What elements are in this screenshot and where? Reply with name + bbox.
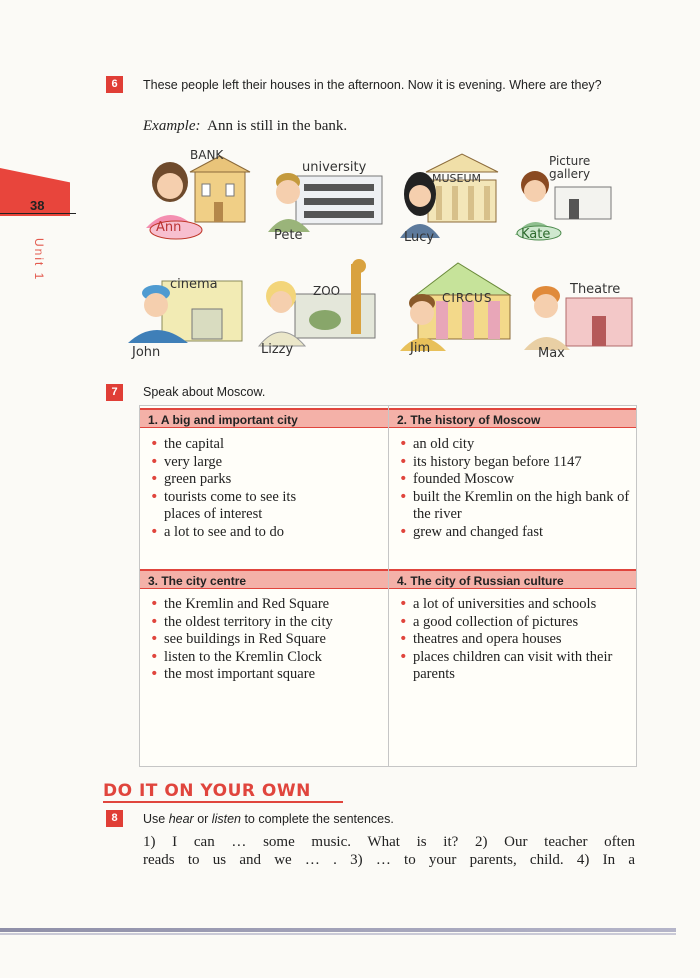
name-kate: Kate bbox=[521, 227, 551, 242]
instruction-word-hear: hear bbox=[168, 812, 194, 826]
picture-circus bbox=[398, 255, 518, 360]
exercise-6-instruction: These people left their houses in the afternoon. Now it is evening. Where are they? bbox=[143, 78, 602, 92]
exercise-6-badge: 6 bbox=[106, 76, 123, 93]
list-item: • a lot of universities and schools bbox=[393, 596, 631, 614]
tab-divider bbox=[0, 213, 76, 214]
picture-theatre bbox=[522, 280, 637, 365]
name-lizzy: Lizzy bbox=[261, 342, 294, 357]
sign-bank: BANK bbox=[190, 148, 224, 162]
section-3-title: 3. The city centre bbox=[140, 569, 388, 589]
name-ann: Ann bbox=[156, 220, 182, 235]
name-lucy: Lucy bbox=[404, 230, 435, 245]
bottom-border bbox=[0, 928, 676, 932]
bottom-border-thin bbox=[0, 933, 676, 935]
instruction-part: Use bbox=[143, 812, 169, 826]
list-item: • listen to the Kremlin Clock bbox=[144, 649, 354, 667]
text-line-1: 1) I can … some music. What is it? 2) Our teacher often bbox=[143, 834, 635, 850]
name-max: Max bbox=[538, 346, 565, 361]
exercise-7-badge: 7 bbox=[106, 384, 123, 401]
instruction-word-listen: listen bbox=[211, 812, 241, 826]
section-2-list bbox=[393, 436, 631, 542]
exercise-7-instruction: Speak about Moscow. bbox=[143, 385, 266, 399]
instruction-part: to complete the sentences. bbox=[240, 812, 394, 826]
moscow-table bbox=[139, 405, 637, 767]
heading-underline bbox=[103, 801, 343, 803]
exercise-8-badge: 8 bbox=[106, 810, 123, 827]
picture-cinema bbox=[122, 273, 247, 363]
list-item: • places children can visit with their parents bbox=[393, 649, 623, 684]
section-heading: DO IT ON YOUR OWN bbox=[103, 781, 311, 801]
list-item: • see buildings in Red Square bbox=[144, 631, 344, 649]
exercise-8-instruction bbox=[143, 811, 394, 827]
page-number: 38 bbox=[30, 198, 45, 213]
unit-label: Unit 1 bbox=[32, 238, 46, 282]
list-item: • green parks bbox=[144, 471, 384, 489]
list-item: • tourists come to see its places of interest bbox=[144, 489, 334, 524]
list-item: • its history began before 1147 bbox=[393, 454, 631, 472]
sign-university: university bbox=[302, 160, 367, 175]
sign-zoo: ZOO bbox=[313, 284, 341, 298]
text-line-2: reads to us and we … . 3) … to your parents, child. 4) In a bbox=[143, 852, 635, 868]
section-1-title: 1. A big and important city bbox=[140, 408, 388, 428]
sign-theatre: Theatre bbox=[570, 282, 621, 297]
sign-circus: CIRCUS bbox=[442, 291, 493, 305]
instruction-part: or bbox=[193, 812, 212, 826]
list-item: • the capital bbox=[144, 436, 384, 454]
list-item: • the Kremlin and Red Square bbox=[144, 596, 354, 614]
example-label: Example bbox=[143, 118, 196, 134]
picture-university bbox=[266, 160, 386, 252]
picture-gallery bbox=[515, 155, 615, 250]
sign-museum: MUSEUM bbox=[432, 172, 482, 185]
list-item: • the oldest territory in the city bbox=[144, 614, 384, 632]
picture-museum bbox=[398, 150, 508, 250]
section-3-list bbox=[144, 596, 384, 684]
picture-zoo bbox=[255, 258, 385, 360]
list-item: • built the Kremlin on the high bank of the river bbox=[393, 489, 631, 524]
section-2-title: 2. The history of Moscow bbox=[389, 408, 636, 428]
section-4-list bbox=[393, 596, 631, 684]
name-pete: Pete bbox=[274, 228, 303, 243]
section-1-list bbox=[144, 436, 384, 542]
list-item: • a lot to see and to do bbox=[144, 524, 384, 542]
name-john: John bbox=[132, 345, 161, 360]
picture-bank bbox=[140, 148, 255, 248]
list-item: • theatres and opera houses bbox=[393, 631, 573, 649]
list-item: • an old city bbox=[393, 436, 631, 454]
exercise-8-text bbox=[143, 833, 635, 869]
sign-cinema: cinema bbox=[170, 277, 218, 292]
list-item: • the most important square bbox=[144, 666, 384, 684]
list-item: • grew and changed fast bbox=[393, 524, 631, 542]
list-item: • a good collection of pictures bbox=[393, 614, 583, 632]
exercise-6-example: Example: Ann is still in the bank. bbox=[143, 118, 348, 134]
list-item: • very large bbox=[144, 454, 384, 472]
sign-picture-gallery: Picture gallery bbox=[549, 154, 591, 181]
list-item: • founded Moscow bbox=[393, 471, 631, 489]
example-text: Ann is still in the bank. bbox=[207, 118, 348, 134]
name-jim: Jim bbox=[410, 341, 431, 356]
section-4-title: 4. The city of Russian culture bbox=[389, 569, 636, 589]
